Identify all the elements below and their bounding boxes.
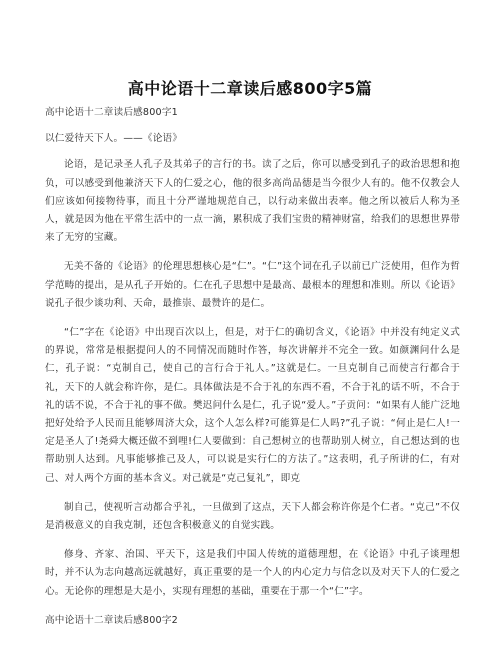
document-body bbox=[45, 104, 460, 630]
body-paragraph-5: 修身、齐家、治国、平天下，这是我们中国人传统的道德理想，在《论语》中孔子谈理想时，并不认为志向越高远就越好，真正重要的是一个人的内心定力与信念以及对天下人的仁爱之心。无论你的理想是大是小，实现有理想的基础，重要在于那一个“仁”字。 bbox=[45, 549, 460, 597]
body-paragraph-4: 制自己，使视听言动都合乎礼，一旦做到了这点，天下人都会称许你是个仁者。“克己”不仅是消极意义的自我克制，还包含积极意义的自觉实践。 bbox=[45, 501, 460, 532]
body-paragraph-2: 无美不备的《论语》的伦理思想核心是“仁”。“仁”这个词在孔子以前已广泛使用，但作为哲学范畴的提出，是从孔子开始的。仁在孔子思想中是最高、最根本的理想和准则。所以《论语》说孔子很少谈功利、天命，最推崇、最赞许的是仁。 bbox=[45, 261, 460, 309]
document-title: 高中论语十二章读后感800字5篇 bbox=[127, 79, 373, 98]
section-heading-2: 高中论语十二章读后感800字2 bbox=[45, 614, 178, 626]
epigraph-quote: 以仁爱待天下人。——《论语》 bbox=[45, 133, 183, 145]
body-paragraph-1: 论语，是记录圣人孔子及其弟子的言行的书。读了之后，你可以感受到孔子的政治思想和抱负，可以感受到他兼济天下人的仁爱之心，他的很多高尚品德是当今很少人有的。他不仅教会人们应该如何接物待事，而且十分严谨地规范自己，以行动来做出表率。他之所以被后人称为圣人，就是因为他在平常生活中的一点一滴，累积成了我们宝贵的精神财富，给我们的思想世界带来了无穷的宝藏。 bbox=[45, 159, 460, 244]
body-paragraph-3: “仁”字在《论语》中出现百次以上，但是，对于仁的确切含义，《论语》中并没有纯定义式的界说，常常是根据提问人的不同情况而随时作答，每次讲解并不完全一致。如颜渊问什么是仁，孔子说：“克制自己，使自己的言行合于礼人。”这就是仁。一旦克制自己而使言行都合于礼，天下的人就会称许你，是仁。具体做法是不合于礼的东西不看，不合于礼的话不听，不合于礼的话不说，不合于礼的事不做。樊迟问什么是仁，孔子说“爱人。”子贡问：“如果有人能广泛地把好处给予人民而且能够周济大众，这个人怎么样?可能算是仁人吗?”孔子说：“何止是仁人!一定是圣人了!尧舜大概还做不到哩!仁人要做到：自己想树立的也帮助别人树立，自己想达到的也帮助别人达到。凡事能够推己及人，可以说是实行仁的方法了。”这表明，孔子所讲的仁，有对己、对人两个方面的基本含义。对己就是“克己复礼”，即克 bbox=[45, 327, 460, 484]
section-heading-1: 高中论语十二章读后感800字1 bbox=[45, 107, 178, 118]
